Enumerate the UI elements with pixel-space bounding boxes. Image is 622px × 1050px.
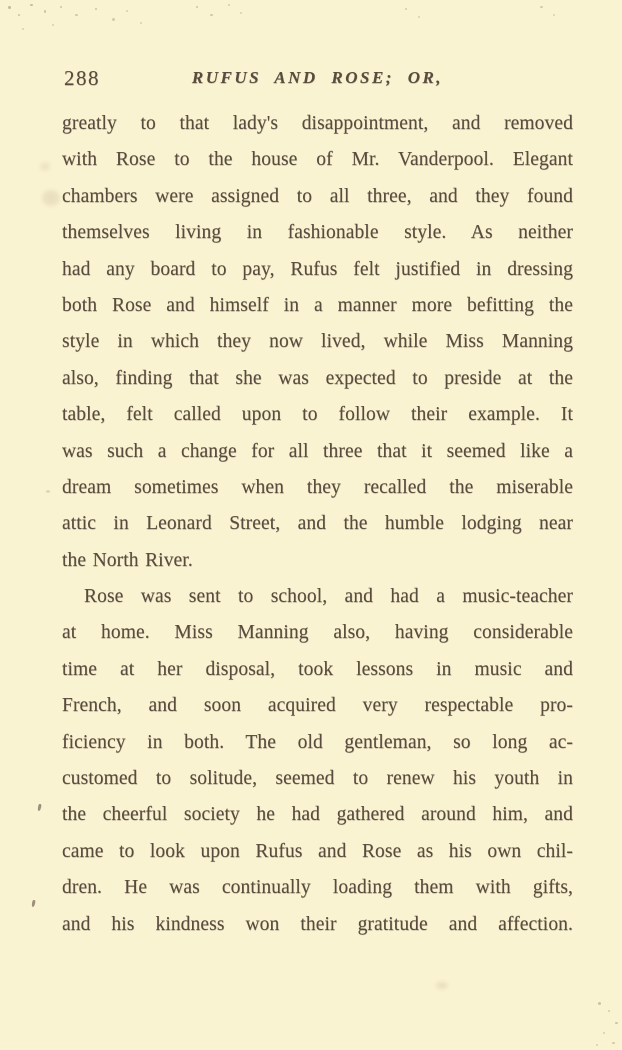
scan-speckle xyxy=(18,14,20,16)
text-line: the cheerful society he had gathered around him, and xyxy=(62,804,573,826)
text-line: French, and soon acquired very respectable pro- xyxy=(62,695,573,717)
scan-speckle xyxy=(112,18,115,21)
running-title: RUFUS AND ROSE; OR, xyxy=(191,68,444,87)
scan-speckle xyxy=(75,14,78,16)
scan-speckle xyxy=(46,490,50,493)
scan-speckle xyxy=(418,16,420,18)
scan-speckle xyxy=(598,1002,601,1005)
margin-mark xyxy=(37,804,41,811)
text-line: was such a change for all three that it seemed like a xyxy=(62,440,573,462)
text-line: at home. Miss Manning also, having considerable xyxy=(62,622,573,644)
scan-speckle xyxy=(405,8,407,10)
scan-smudge xyxy=(42,190,60,206)
scan-speckle xyxy=(596,1044,598,1046)
text-line: themselves living in fashionable style. As neither xyxy=(62,222,573,244)
scan-speckle xyxy=(60,6,62,8)
scan-speckle xyxy=(196,6,198,8)
scan-speckle xyxy=(540,6,543,8)
page-number: 288 xyxy=(64,66,100,90)
text-line: style in which they now lived, while Miss Manning xyxy=(62,331,573,353)
scan-speckle xyxy=(30,4,33,6)
scan-speckle xyxy=(8,6,11,9)
text-line: table, felt called upon to follow their example. It xyxy=(62,404,573,426)
text-line: Rose was sent to school, and had a music-teacher xyxy=(84,586,573,608)
text-line: ficiency in both. The old gentleman, so long ac- xyxy=(62,731,573,753)
scan-speckle xyxy=(553,14,555,16)
text-line: the North River. xyxy=(62,549,193,571)
text-line: dream sometimes when they recalled the miserable xyxy=(62,476,573,498)
page-header xyxy=(62,66,573,96)
scan-speckle xyxy=(210,14,213,16)
scan-speckle xyxy=(44,10,46,13)
text-line: customed to solitude, seemed to renew his youth in xyxy=(62,768,573,790)
text-line: greatly to that lady's disappointment, and removed xyxy=(62,113,573,134)
text-line: came to look upon Rufus and Rose as his own chil- xyxy=(62,840,573,862)
text-line: attic in Leonard Street, and the humble lodging near xyxy=(62,513,573,535)
text-line: dren. He was continually loading them with gifts, xyxy=(62,877,573,899)
scan-speckle xyxy=(615,1022,618,1024)
scan-speckle xyxy=(608,1010,610,1012)
scan-speckle xyxy=(228,4,230,6)
scan-speckle xyxy=(612,1042,615,1044)
scan-speckle xyxy=(52,24,54,26)
text-line: had any board to pay, Rufus felt justified in dressing xyxy=(62,258,573,280)
scan-smudge xyxy=(436,982,448,989)
scan-speckle xyxy=(126,10,128,12)
text-line: both Rose and himself in a manner more befitting the xyxy=(62,294,573,316)
margin-mark xyxy=(31,900,35,907)
scan-speckle xyxy=(22,28,24,30)
text-line: chambers were assigned to all three, and they found xyxy=(62,185,573,207)
text-line: with Rose to the house of Mr. Vanderpool. Elegant xyxy=(62,149,573,171)
text-line: time at her disposal, took lessons in music and xyxy=(62,658,573,680)
scan-smudge xyxy=(40,162,50,171)
text-line: and his kindness won their gratitude and affection. xyxy=(62,913,573,935)
scan-speckle xyxy=(240,12,242,14)
scan-speckle xyxy=(603,1032,605,1034)
text-line: also, finding that she was expected to preside at the xyxy=(62,367,573,389)
scan-speckle xyxy=(140,22,142,24)
scan-speckle xyxy=(95,8,97,10)
text-block xyxy=(62,106,573,943)
